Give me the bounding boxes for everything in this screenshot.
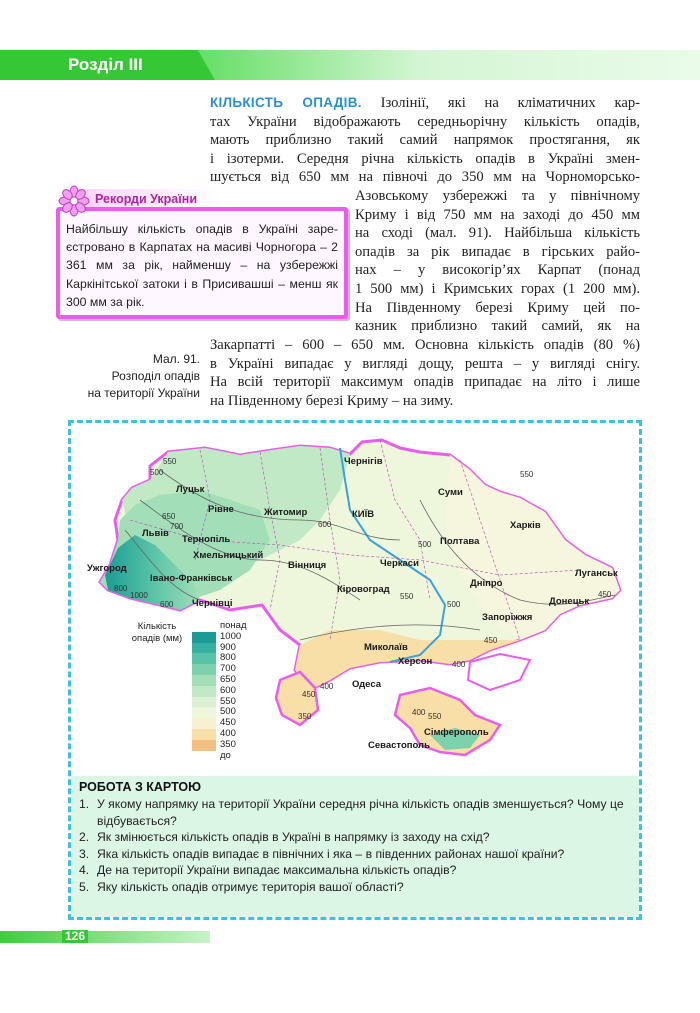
city-label-odesa: Одеса [352, 679, 382, 690]
text-line: нах – у високогір’ях Карпат (понад [355, 262, 640, 279]
city-label-khmelnytskyi: Хмельницький [193, 550, 264, 561]
isoline-label: 450 [484, 636, 498, 645]
city-label-donetsk: Донецьк [549, 596, 590, 607]
city-label-kherson: Херсон [398, 656, 433, 667]
isoline-label: 1000 [130, 591, 148, 600]
isoline-label: 800 [114, 584, 128, 593]
isoline-label: 450 [598, 590, 612, 599]
city-label-simferopol: Сімферополь [424, 727, 489, 738]
text-line: Азовському узбережжі та у північному [355, 188, 640, 204]
text-line: на сході (мал. 91). Найбільша кількість [355, 225, 640, 242]
map-sea-of-azov [468, 654, 530, 690]
city-label-zhytomyr: Житомир [264, 507, 308, 518]
legend-swatch [192, 686, 216, 697]
text-line: казник приблизно такий самий, як на [355, 318, 640, 335]
legend-swatch [192, 632, 216, 643]
city-label-chernivtsi: Чернівці [192, 598, 233, 609]
isoline-label: 600 [160, 600, 174, 609]
section-title: Розділ III [68, 55, 143, 74]
legend-label: 400 [220, 728, 236, 739]
task-item: 4. Де на території України випадає максимальна кількість опадів? [79, 863, 457, 877]
term-heading: КІЛЬКІСТЬ ОПАДІВ. [210, 95, 362, 110]
city-label-rivne: Рівне [208, 504, 234, 515]
legend-swatch [192, 707, 216, 718]
isoline-label: 550 [520, 470, 534, 479]
isoline-label: 450 [302, 690, 316, 699]
isoline-label: 400 [452, 660, 466, 669]
city-label-kharkiv: Харків [510, 520, 541, 531]
text-line: мають приблизно такий самий напрямок простягання, як [210, 132, 640, 149]
records-title: Рекорди України [95, 192, 198, 206]
city-label-sumy: Суми [438, 487, 463, 498]
legend-label: до [220, 749, 231, 761]
city-label-ternopil: Тернопіль [182, 534, 231, 545]
text-line: опадів за рік випадає в гірських райо- [355, 243, 640, 260]
task-item: 3. Яка кількість опадів випадає в північних і яка – в південних районах нашої країни? [79, 846, 565, 861]
task-item: 1. У якому напрямку на території України середня річна кількість опадів зменшується? Чому це відбувається? [79, 797, 624, 828]
city-label-ivano-frankivsk: Івано-Франківськ [150, 573, 233, 584]
text-line: на Південному березі Криму – на зиму. [210, 392, 454, 409]
task-item: 5. Яку кількість опадів отримує територія вашої області? [79, 879, 404, 894]
legend-swatch [192, 675, 216, 686]
isoline-label: 500 [150, 468, 164, 477]
text-line: Криму і від 750 мм на заході до 450 мм [355, 206, 640, 223]
isoline-label: 400 [320, 682, 334, 691]
isoline-label: 550 [428, 712, 442, 721]
legend-label: понад [220, 620, 247, 631]
legend-label: 500 [220, 706, 236, 718]
isoline-label: 550 [163, 457, 177, 466]
city-label-lutsk: Луцьк [176, 484, 205, 495]
legend-swatch [192, 643, 216, 654]
footer-bar [0, 931, 210, 943]
text-line: На Південному березі Криму цей по- [355, 299, 640, 316]
isoline-label: 400 [412, 708, 426, 717]
isoline-label: 500 [418, 540, 432, 549]
city-label-zaporizhzhia: Запоріжжя [482, 612, 533, 623]
legend-swatch [192, 729, 216, 740]
city-label-uzhhorod: Ужгород [87, 563, 127, 574]
records-text: Найбільшу кількість опадів в Україні зареєстровано в Карпатах на масиві Чорногора – 2 361 мм за рік, найменшу – на узбережжі Каркінітської затоки і в Присивашші – менш як 300 мм за рік. [66, 222, 338, 309]
text-line: в Україні випадає у вигляді дощу, решта – у вигляді снігу. [210, 355, 640, 372]
legend-label: 600 [220, 684, 236, 696]
legend-title: Кількість опадів (мм) [131, 621, 183, 644]
isoline-label: 350 [298, 712, 312, 721]
text-line: На всій території максимум опадів припадає на літо і лише [210, 374, 640, 391]
isoline-label: 600 [318, 520, 332, 529]
city-label-cherkasy: Черкаси [380, 558, 419, 569]
legend-label: 1000 [220, 630, 242, 642]
caption-line: Розподіл опадів [111, 369, 200, 383]
city-label-dnipro: Дніпро [470, 578, 503, 589]
legend-label: 450 [220, 717, 236, 729]
legend-swatch [192, 697, 216, 708]
legend-label: 550 [220, 695, 236, 707]
caption-number: Мал. 91. [152, 352, 200, 366]
text-line: і ізотерми. Середня річна кількість опадів в Україні змен- [210, 150, 640, 167]
isoline-label: 700 [170, 522, 184, 531]
isoline-label: 650 [162, 512, 176, 521]
city-label-poltava: Полтава [440, 536, 480, 547]
city-label-vinnytsia: Вінниця [288, 560, 327, 571]
main-text-top: КІЛЬКІСТЬ ОПАДІВ. Ізолінії, які на кліматичних кар- тах України відображають середньорічну кількість опадів, мають приблизно такий самий напрямок простягання, як і ізотерми. Середня річна кількість опадів в Україні змен- шується від 650 мм на півночі до 350 мм на Чорноморсько- [210, 95, 640, 186]
city-label-luhansk: Луганськ [575, 568, 618, 579]
legend-swatch [192, 664, 216, 675]
city-label-kyiv: КИЇВ [352, 509, 375, 520]
tasks-title: РОБОТА З КАРТОЮ [79, 780, 202, 794]
page-number: 126 [62, 930, 88, 943]
text-line: Закарпатті – 600 – 650 мм. Основна кількість опадів (80 %) [210, 337, 640, 353]
legend-swatch [192, 653, 216, 664]
isoline-label: 500 [447, 600, 461, 609]
legend-label: 350 [220, 738, 236, 750]
legend-label: 900 [220, 641, 236, 653]
text-line: 1 500 мм) і Кримських горах (1 200 мм). [355, 280, 640, 297]
city-label-mykolaiv: Миколаїв [364, 642, 408, 653]
isoline-label: 550 [400, 592, 414, 601]
text-line: тах України відображають середньорічну кількість опадів, [210, 113, 640, 130]
city-label-kirovohrad: Кіровоград [337, 584, 390, 595]
caption-line: на території України [87, 386, 200, 400]
task-item: 2. Як змінюється кількість опадів в Україні в напрямку із заходу на схід? [79, 830, 490, 844]
legend-label: 650 [220, 674, 236, 685]
city-label-sevastopol: Севастополь [368, 740, 430, 751]
legend-swatch [192, 718, 216, 729]
city-label-lviv: Львів [142, 528, 169, 539]
legend-swatch [192, 740, 216, 751]
legend-label: 800 [220, 652, 236, 664]
city-label-chernihiv: Чернігів [344, 456, 383, 467]
map-tasks-panel [71, 776, 639, 917]
legend-label: 700 [220, 663, 236, 675]
text-line: шується від 650 мм на півночі до 350 мм на Чорноморсько- [210, 169, 640, 186]
